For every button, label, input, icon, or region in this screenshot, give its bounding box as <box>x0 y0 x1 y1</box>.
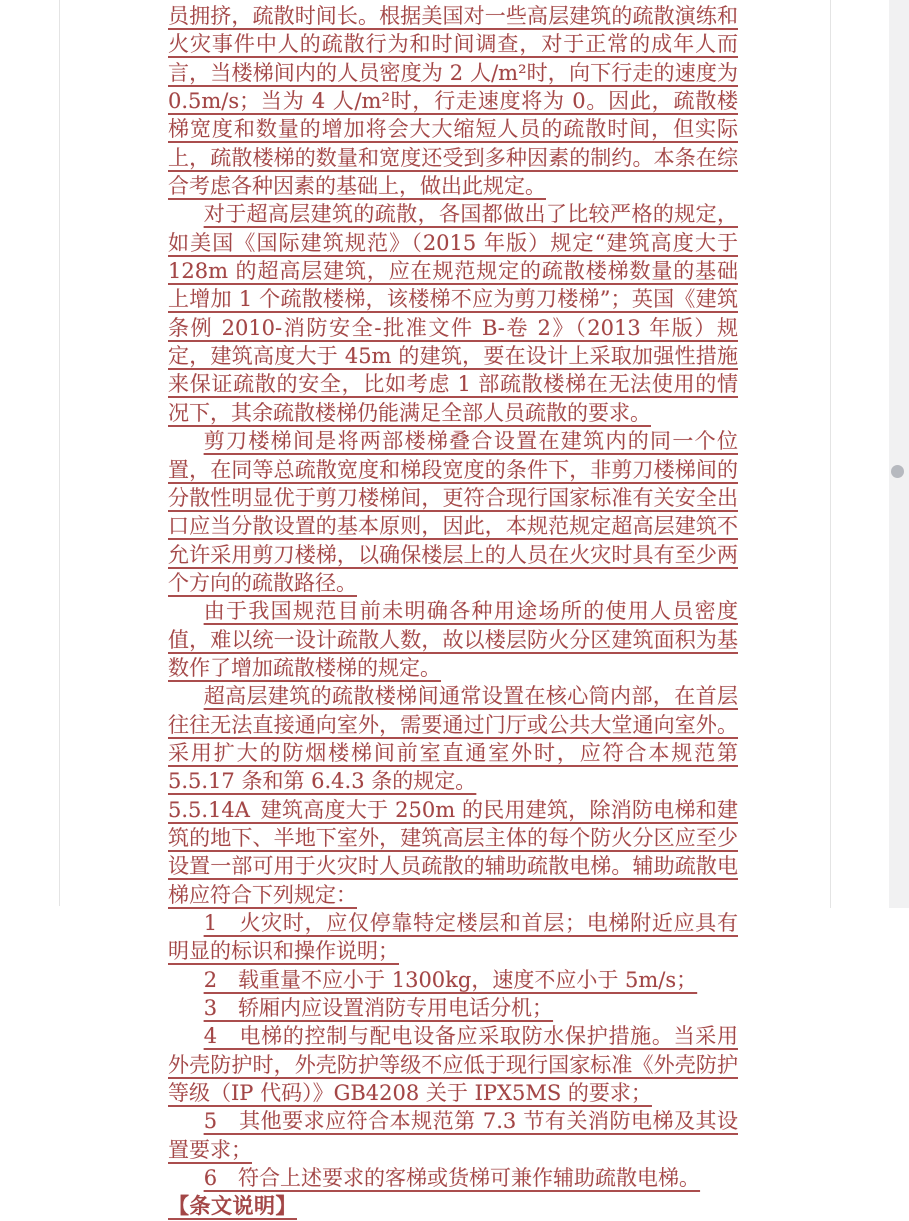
page-left-edge <box>59 0 60 906</box>
explanation-heading: 【条文说明】 <box>168 1193 297 1219</box>
para-international-codes: 对于超高层建筑的疏散，各国都做出了比较严格的规定，如美国《国际建筑规范》（2015 年版）规定“建筑高度大于 128m 的超高层建筑，应在规范规定的疏散楼梯数量的基础上增加 1 个疏散楼梯，该楼梯不应为剪刀楼梯”；英国《建筑条例 2010-消防安全-批准文件 B-卷 2》（2013 年版）规定，建筑高度大于 45m 的建筑，要在设计上采取加强性措施来保证疏散的安全，比如考虑 1 部疏散楼梯在无法使用的情况下，其余疏散楼梯仍能满足全部人员疏散的要求。 <box>168 202 738 425</box>
page-right-edge <box>830 0 831 908</box>
scrollbar-track[interactable] <box>889 0 909 908</box>
document-page-text <box>168 2 738 1221</box>
para-stair-width-count: 员拥挤，疏散时间长。根据美国对一些高层建筑的疏散演练和火灾事件中人的疏散行为和时间调查，对于正常的成年人而言，当楼梯间内的人员密度为 2 人/m²时，向下行走的速度为 0.5m/s；当为 4 人/m²时，行走速度将为 0。因此，疏散楼梯宽度和数量的增加将会大大缩短人员的疏散时间，但实际上，疏散楼梯的数量和宽度还受到多种因素的制约。本条在综合考虑各种因素的基础上，做出此规定。 <box>168 4 738 199</box>
clause-item-2: 2 载重量不应小于 1300kg，速度不应小于 5m/s； <box>203 967 698 992</box>
clause-item-4: 4 电梯的控制与配电设备应采取防水保护措施。当采用外壳防护时，外壳防护等级不应低于现行国家标准《外壳防护等级（IP 代码）》GB4208 关于 IPX5MS 的要求； <box>168 1024 738 1106</box>
clause-item-6: 6 符合上述要求的客梯或货梯可兼作辅助疏散电梯。 <box>203 1166 701 1191</box>
clause-item-3: 3 轿厢内应设置消防专用电话分机； <box>203 996 554 1021</box>
clause-5-5-14A: 5.5.14A 建筑高度大于 250m 的民用建筑，除消防电梯和建筑的地下、半地下室外，建筑高层主体的每个防火分区应至少设置一部可用于火灾时人员疏散的辅助疏散电梯。辅助疏散电梯应符合下列规定： <box>168 797 738 907</box>
scrollbar-thumb[interactable] <box>891 465 904 478</box>
clause-item-5: 5 其他要求应符合本规范第 7.3 节有关消防电梯及其设置要求； <box>168 1109 738 1162</box>
para-occupant-density: 由于我国规范目前未明确各种用途场所的使用人员密度值，难以统一设计疏散人数，故以楼层防火分区建筑面积为基数作了增加疏散楼梯的规定。 <box>168 599 738 680</box>
para-scissor-stairs: 剪刀楼梯间是将两部楼梯叠合设置在建筑内的同一个位置，在同等总疏散宽度和梯段宽度的条件下，非剪刀楼梯间的分散性明显优于剪刀楼梯间，更符合现行国家标准有关安全出口应当分散设置的基本原则，因此，本规范规定超高层建筑不允许采用剪刀楼梯，以确保楼层上的人员在火灾时具有至少两个方向的疏散路径。 <box>168 429 738 595</box>
para-core-tube-exit: 超高层建筑的疏散楼梯间通常设置在核心筒内部，在首层往往无法直接通向室外，需要通过门厅或公共大堂通向室外。采用扩大的防烟楼梯间前室直通室外时，应符合本规范第 5.5.17 条和第 6.4.3 条的规定。 <box>168 684 738 794</box>
clause-item-1: 1 火灾时，应仅停靠特定楼层和首层；电梯附近应具有明显的标识和操作说明； <box>168 911 738 964</box>
